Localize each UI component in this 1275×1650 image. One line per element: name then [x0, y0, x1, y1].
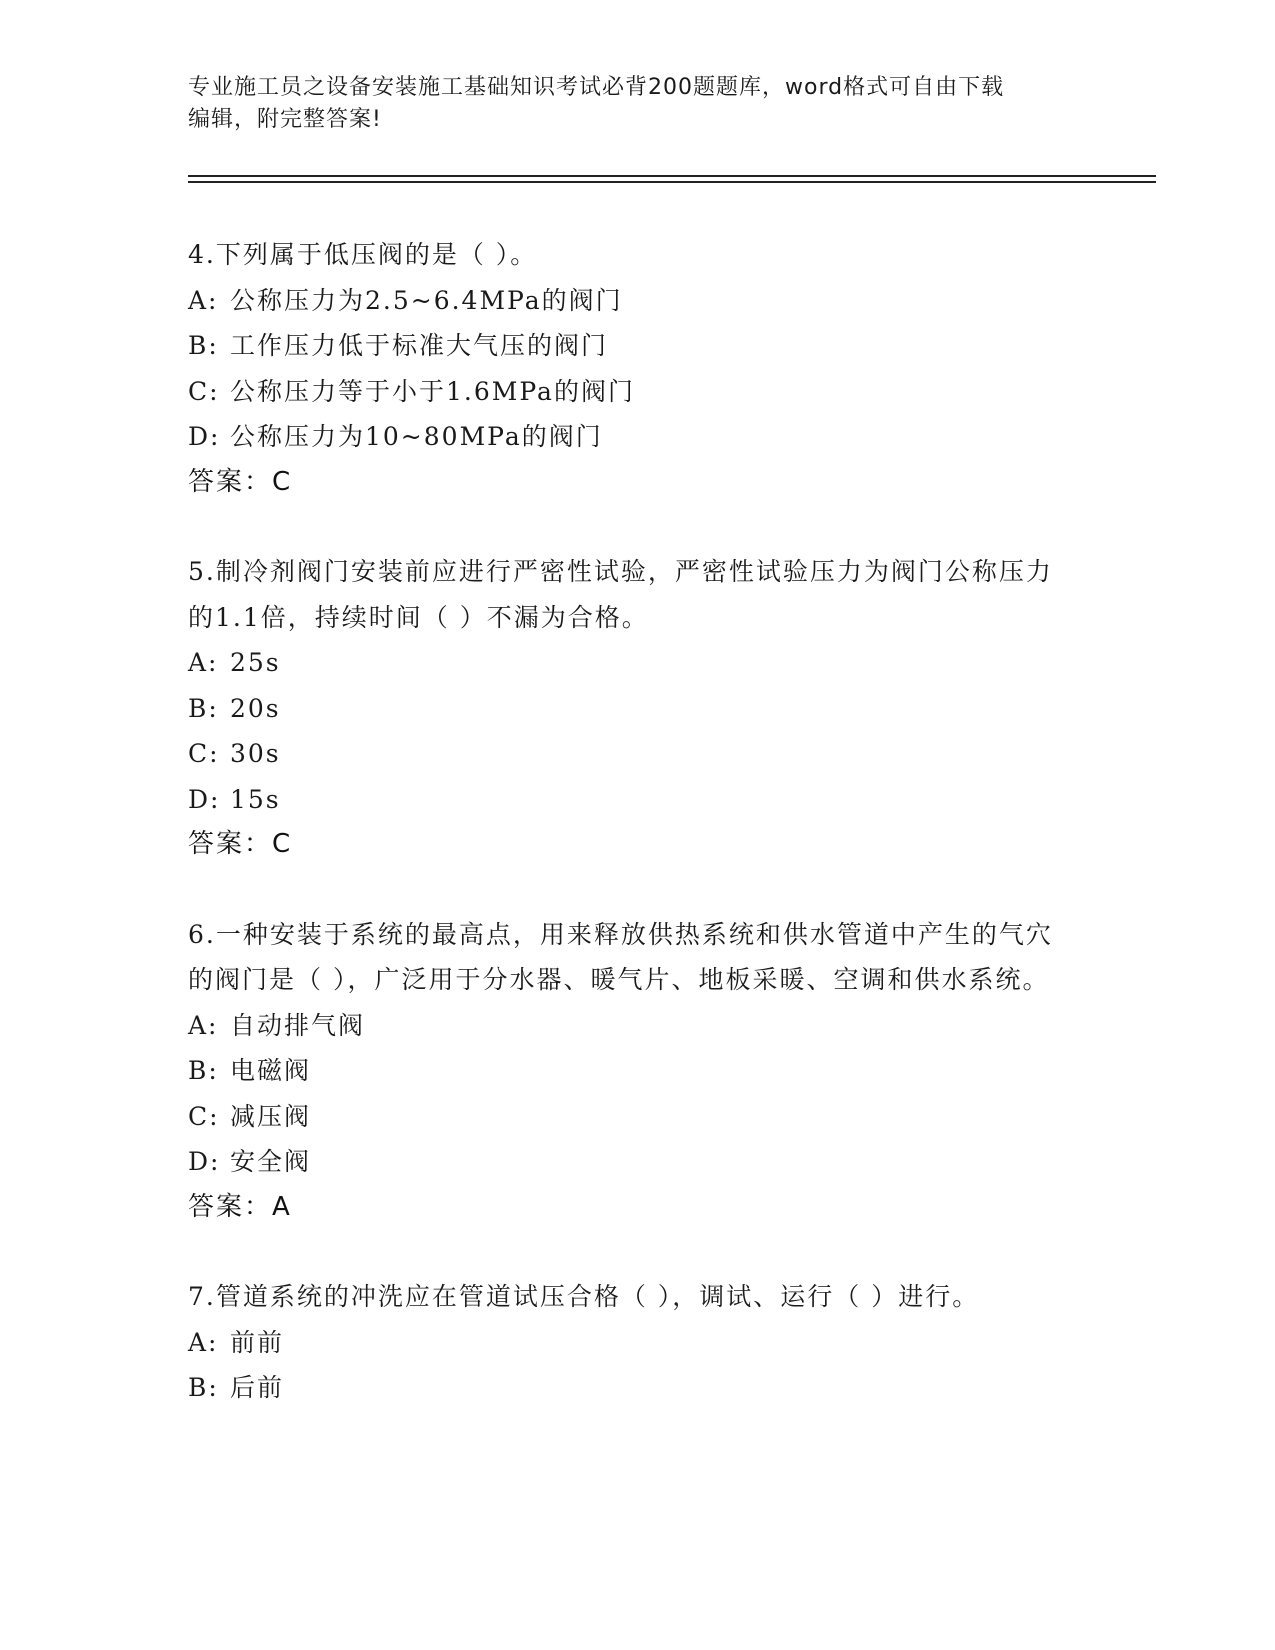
header-divider-top — [188, 175, 1156, 177]
answer-option — [188, 1003, 1088, 1049]
option-text: 15s — [230, 784, 281, 814]
answer-key: 答案：C — [188, 829, 293, 859]
header-line-2: 编辑，附完整答案! — [188, 107, 382, 132]
header-divider-bottom — [188, 181, 1156, 183]
answer-option — [188, 686, 1088, 732]
answer-option — [188, 1365, 1088, 1411]
option-label: C: — [188, 739, 220, 768]
option-label: B: — [188, 693, 219, 723]
answer-option — [188, 640, 1088, 686]
option-label: B: — [188, 1373, 219, 1402]
option-text: 30s — [230, 739, 281, 768]
option-label: A: — [188, 1327, 219, 1357]
option-label: D: — [188, 784, 221, 814]
question-list — [188, 232, 1088, 1455]
option-text: 减压阀 — [230, 1101, 312, 1131]
answer-option — [188, 731, 1088, 777]
question-text: 5.制冷剂阀门安装前应进行严密性试验，严密性试验压力为阀门公称压力的1.1倍，持续时间（ ）不漏为合格。 — [188, 557, 1053, 632]
question-block — [188, 912, 1088, 1231]
answer-key: 答案：C — [188, 466, 293, 497]
header-line-1: 专业施工员之设备安装施工基础知识考试必背200题题库，word格式可自由下载 — [188, 75, 1005, 100]
option-text: 安全阀 — [230, 1147, 312, 1176]
option-label: A: — [188, 285, 219, 315]
option-text: 工作压力低于标准大气压的阀门 — [230, 331, 609, 360]
question-block — [188, 1274, 1088, 1411]
answer-option — [188, 414, 1088, 460]
option-text: 公称压力等于小于1.6MPa的阀门 — [230, 376, 635, 406]
question-text: 7.管道系统的冲洗应在管道试压合格（ ），调试、运行（ ）进行。 — [188, 1282, 980, 1311]
option-label: A: — [188, 648, 219, 677]
answer-option — [188, 777, 1088, 823]
option-label: C: — [188, 376, 220, 406]
question-block — [188, 549, 1088, 868]
answer-option — [188, 1139, 1088, 1185]
option-label: C: — [188, 1101, 220, 1131]
option-label: D: — [188, 422, 221, 451]
option-text: 后前 — [230, 1373, 285, 1402]
option-label: D: — [188, 1147, 221, 1176]
option-text: 20s — [230, 693, 281, 723]
option-text: 前前 — [230, 1327, 285, 1357]
option-text: 电磁阀 — [230, 1056, 312, 1085]
answer-option — [188, 323, 1088, 369]
question-text: 4.下列属于低压阀的是（ ）。 — [188, 240, 538, 269]
document-header — [188, 72, 1068, 136]
option-label: A: — [188, 1010, 219, 1040]
answer-option — [188, 1048, 1088, 1094]
option-text: 公称压力为10~80MPa的阀门 — [230, 422, 603, 451]
option-label: B: — [188, 1056, 219, 1085]
option-text: 公称压力为2.5~6.4MPa的阀门 — [230, 285, 623, 315]
question-text: 6.一种安装于系统的最高点，用来释放供热系统和供水管道中产生的气穴的阀门是（ ），广泛用于分水器、暖气片、地板采暖、空调和供水系统。 — [188, 919, 1053, 994]
answer-key: 答案：A — [188, 1191, 292, 1222]
answer-option — [188, 1094, 1088, 1140]
question-block — [188, 232, 1088, 505]
answer-option — [188, 1320, 1088, 1366]
option-label: B: — [188, 331, 219, 360]
answer-option — [188, 278, 1088, 324]
option-text: 自动排气阀 — [230, 1010, 366, 1040]
option-text: 25s — [230, 648, 281, 677]
answer-option — [188, 369, 1088, 415]
